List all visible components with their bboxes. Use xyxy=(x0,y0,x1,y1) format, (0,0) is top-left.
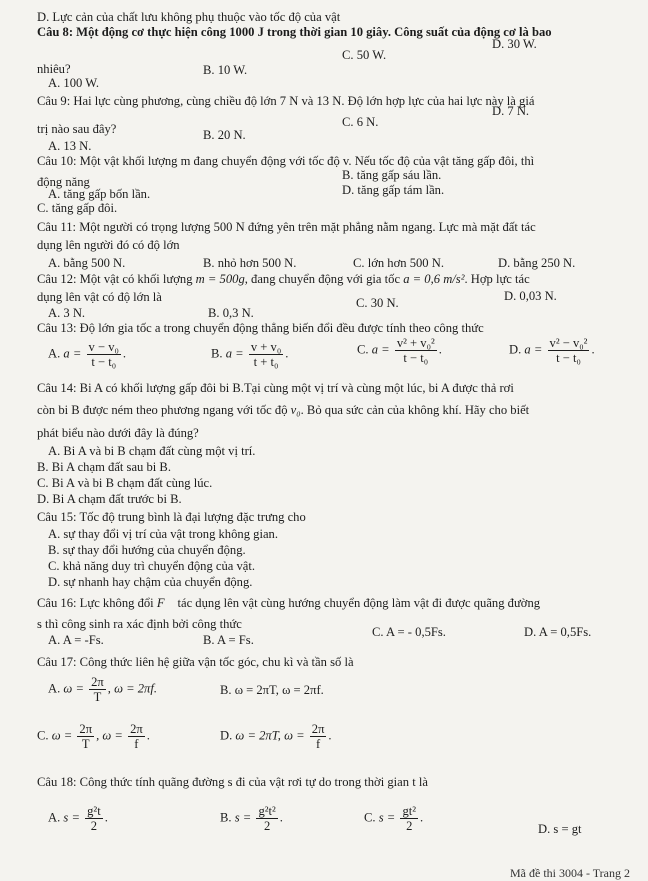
q16-option-d: D. A = 0,5Fs. xyxy=(524,625,592,639)
q14-option-d: D. Bi A chạm đất trước bi B. xyxy=(37,492,182,506)
q12-option-c: C. 30 N. xyxy=(356,296,399,310)
q18-stem: Câu 18: Công thức tính quãng đường s đi của vật rơi tự do trong thời gian t là xyxy=(37,775,428,789)
q16-option-a: A. A = -Fs. xyxy=(48,633,104,647)
q13-option-d: D. a = $\frac{\text{v² − v₀²}}{\text{t − t₀}}$ . xyxy=(509,336,595,365)
q14-v0: v₀ xyxy=(290,403,301,417)
q12-text-3: . Hợp lực tác xyxy=(464,272,530,286)
q14-stem-cont2: phát biểu nào dưới đây là đúng? xyxy=(37,426,199,440)
q14-stem-cont: còn bi B được ném theo phương ngang với tốc độ v₀. Bỏ qua sức cản của không khí. Hãy cho biết xyxy=(37,403,530,417)
q10-option-d: D. tăng gấp tám lần. xyxy=(342,183,445,197)
q9-stem: Câu 9: Hai lực cùng phương, cùng chiều độ lớn 7 N và 13 N. Độ lớn hợp lực của hai lực này là giá xyxy=(37,94,535,108)
q8-option-c: C. 50 W. xyxy=(342,48,387,62)
q12-text-2: , đang chuyển động với gia tốc xyxy=(244,272,401,286)
q10-stem: Câu 10: Một vật khối lượng m đang chuyển động với tốc độ v. Nếu tốc độ của vật tăng gấp đôi, thì xyxy=(37,154,535,168)
q16-option-b: B. A = Fs. xyxy=(203,633,254,647)
q11-option-d: D. bằng 250 N. xyxy=(498,256,576,270)
q11-option-c: C. lớn hơn 500 N. xyxy=(353,256,444,270)
q14-option-b: B. Bi A chạm đất sau bi B. xyxy=(37,460,171,474)
q12-stem-cont: dụng lên vật có độ lớn là xyxy=(37,290,162,304)
q12-acceleration: a = 0,6 m/s² xyxy=(403,272,465,286)
q18-option-d: D. s = gt xyxy=(538,822,582,836)
q8-option-d: D. 30 W. xyxy=(492,37,537,51)
q18-option-c: C. s = $\frac{\text{gt²}}{2}$ . xyxy=(364,804,424,833)
q18-option-a: A. s = $\frac{\text{g²t}}{2}$ . xyxy=(48,804,108,833)
q12-mass: m = 500g xyxy=(195,272,245,286)
q16-stem: Câu 16: Lực không đổi F⃗ tác dụng lên vật cùng hướng chuyển động làm vật đi được quãng đường xyxy=(37,596,541,610)
q9-option-d: D. 7 N. xyxy=(492,104,530,118)
q14-stem: Câu 14: Bi A có khối lượng gấp đôi bi B.Tại cùng một vị trí và cùng một lúc, bi A được thả rơi xyxy=(37,381,514,395)
q8-stem-cont: nhiêu? xyxy=(37,62,71,76)
q14-option-c: C. Bi A và bi B chạm đất cùng lúc. xyxy=(37,476,213,490)
q12-option-a: A. 3 N. xyxy=(48,306,86,320)
q12-option-b: B. 0,3 N. xyxy=(208,306,254,320)
q17-stem: Câu 17: Công thức liên hệ giữa vận tốc góc, chu kì và tần số là xyxy=(37,655,354,669)
q14-option-a: A. Bi A và bi B chạm đất cùng một vị trí. xyxy=(48,444,256,458)
q17-option-b: B. ω = 2πT, ω = 2πf. xyxy=(220,683,324,697)
q11-stem: Câu 11: Một người có trọng lượng 500 N đứng yên trên mặt phẳng nằm ngang. Lực mà mặt đất tác xyxy=(37,220,536,234)
q16-force-vector: F⃗ xyxy=(156,596,175,610)
q11-option-a: A. bằng 500 N. xyxy=(48,256,126,270)
q15-option-d: D. sự nhanh hay chậm của chuyển động. xyxy=(48,575,253,589)
q8-option-a: A. 100 W. xyxy=(48,76,100,90)
q13-option-a: A. a = $\frac{\text{v − v₀}}{\text{t − t₀}}$ . xyxy=(48,340,127,369)
q13-option-b: B. a = $\frac{\text{v + v₀}}{\text{t + t₀}}$ . xyxy=(211,340,289,369)
q13-stem: Câu 13: Độ lớn gia tốc a trong chuyển động thẳng biến đổi đều được tính theo công thức xyxy=(37,321,484,335)
q16-option-c: C. A = - 0,5Fs. xyxy=(372,625,446,639)
q17-option-c: C. ω = $\frac{2\pi}{T}$ , ω = $\frac{2\pi}{f}$ . xyxy=(37,722,150,751)
q15-stem: Câu 15: Tốc độ trung bình là đại lượng đặc trưng cho xyxy=(37,510,306,524)
q16-stem-cont: s thì công sinh ra xác định bởi công thức xyxy=(37,617,242,631)
q9-option-a: A. 13 N. xyxy=(48,139,92,153)
q17-option-a: A. ω = $\frac{2\pi}{T}$ , ω = 2πf. xyxy=(48,675,158,704)
q8-text: Câu 8: Một động cơ thực hiện công 1000 J trong thời gian 10 giây. Công suất của động cơ là bao xyxy=(37,25,552,39)
q9-option-b: B. 20 N. xyxy=(203,128,246,142)
q10-option-a: A. tăng gấp bốn lần. xyxy=(48,187,151,201)
q8-option-b: B. 10 W. xyxy=(203,63,248,77)
q15-option-b: B. sự thay đổi hướng của chuyển động. xyxy=(48,543,246,557)
q12-option-d: D. 0,03 N. xyxy=(504,289,557,303)
q9-stem-cont: trị nào sau đây? xyxy=(37,122,117,136)
q9-option-c: C. 6 N. xyxy=(342,115,379,129)
q10-option-b: B. tăng gấp sáu lần. xyxy=(342,168,442,182)
page-footer: Mã đề thi 3004 - Trang 2 xyxy=(510,866,630,880)
q12-text-1: Câu 12: Một vật có khối lượng xyxy=(37,272,193,286)
q15-option-c: C. khả năng duy trì chuyển động của vật. xyxy=(48,559,256,573)
q11-option-b: B. nhỏ hơn 500 N. xyxy=(203,256,297,270)
q10-stem-cont: động năng xyxy=(37,175,90,189)
q12-stem xyxy=(37,272,530,287)
q7-option-d: D. Lực cản của chất lưu không phụ thuộc vào tốc độ của vật xyxy=(37,10,341,24)
q17-option-d: D. ω = 2πT, ω = $\frac{2\pi}{f}$ . xyxy=(220,722,332,751)
q10-option-c: C. tăng gấp đôi. xyxy=(37,201,118,215)
q11-stem-cont: dụng lên người đó có độ lớn xyxy=(37,238,180,252)
q8-stem xyxy=(37,25,552,40)
q18-option-b: B. s = $\frac{\text{g²t²}}{2}$ . xyxy=(220,804,283,833)
q15-option-a: A. sự thay đổi vị trí của vật trong không gian. xyxy=(48,527,278,541)
q13-option-c: C. a = $\frac{\text{v² + v₀²}}{\text{t − t₀}}$ . xyxy=(357,336,442,365)
